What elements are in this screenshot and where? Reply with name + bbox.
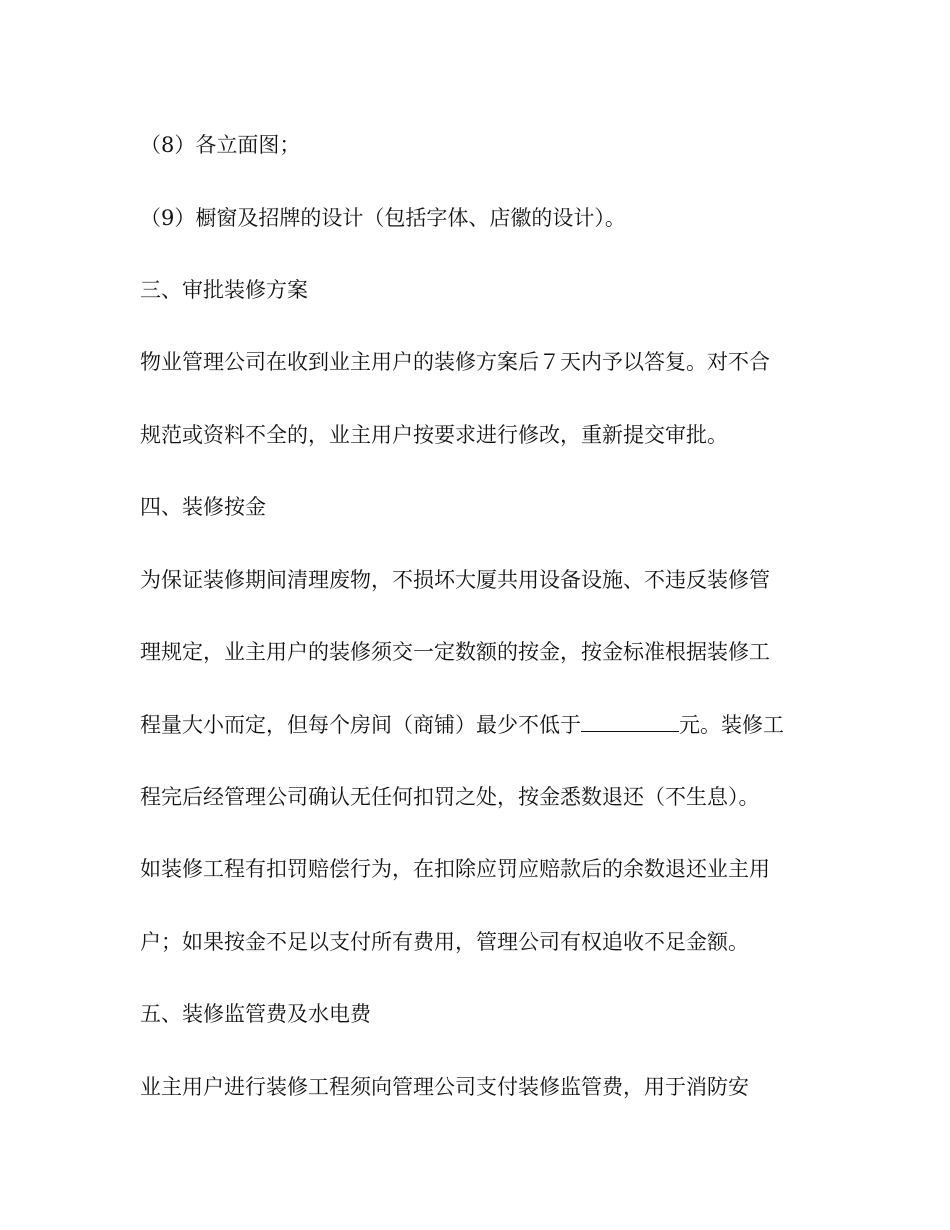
paragraph-line: 理规定，业主用户的装修须交一定数额的按金，按金标准根据装修工 — [140, 640, 770, 664]
list-item-8: （8）各立面图； — [140, 133, 301, 157]
paragraph-line-with-blank — [140, 713, 820, 737]
paragraph-line: 物业管理公司在收到业主用户的装修方案后７天内予以答复。对不合 — [140, 350, 770, 374]
paragraph-line: 程完后经管理公司确认无任何扣罚之处，按金悉数退还（不生息）。 — [140, 785, 760, 809]
paragraph-line: 业主用户进行装修工程须向管理公司支付装修监管费，用于消防安 — [140, 1075, 749, 1099]
paragraph-line: 如装修工程有扣罚赔偿行为，在扣除应罚应赔款后的余数退还业主用 — [140, 857, 770, 881]
amount-blank — [581, 713, 679, 732]
paragraph-line: 规范或资料不全的，业主用户按要求进行修改，重新提交审批。 — [140, 423, 728, 447]
section-heading-5: 五、装修监管费及水电费 — [140, 1002, 371, 1026]
paragraph-line: 户；如果按金不足以支付所有费用，管理公司有权追收不足金额。 — [140, 930, 749, 954]
paragraph-text-after-blank: 元。装修工 — [679, 713, 784, 737]
paragraph-text-before-blank: 程量大小而定，但每个房间（商铺）最少不低于 — [140, 713, 581, 737]
section-heading-4: 四、装修按金 — [140, 495, 266, 519]
list-item-9: （9）橱窗及招牌的设计（包括字体、店徽的设计）。 — [140, 206, 626, 230]
paragraph-line: 为保证装修期间清理废物，不损坏大厦共用设备设施、不违反装修管 — [140, 568, 770, 592]
section-heading-3: 三、审批装修方案 — [140, 278, 308, 302]
